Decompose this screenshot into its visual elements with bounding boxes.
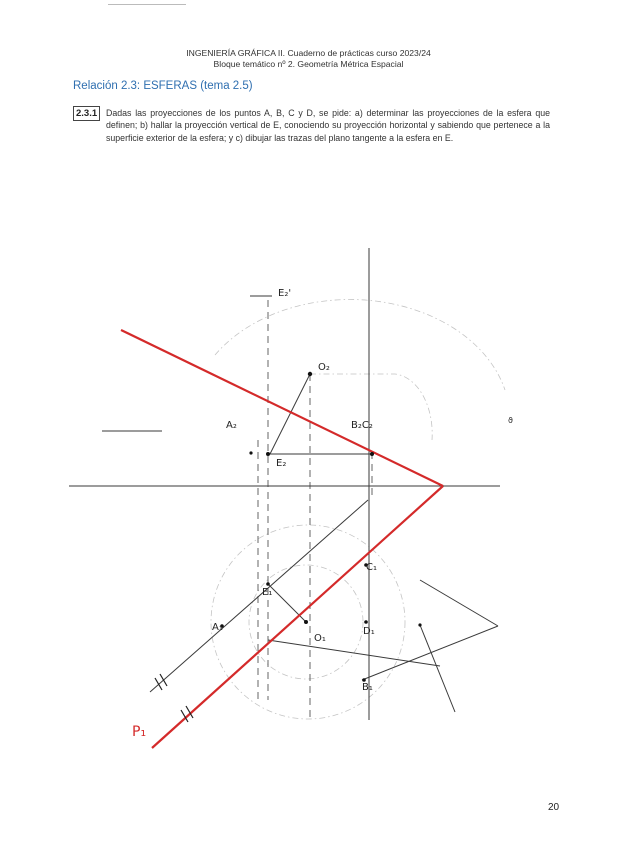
diagonal-line <box>420 625 455 712</box>
label-e2-prime: E₂' <box>278 288 292 299</box>
radius-o1-e1 <box>268 584 306 622</box>
label-o2: O₂ <box>318 362 330 373</box>
label-d1: D₁ <box>363 626 375 637</box>
page-number: 20 <box>548 802 560 813</box>
header-line-1: INGENIERÍA GRÁFICA II. Cuaderno de prácticas curso 2023/24 <box>186 48 431 58</box>
label-margin-mark: ϑ <box>508 416 513 425</box>
label-e1: E₁ <box>262 587 273 598</box>
point-b2c2 <box>370 452 374 456</box>
chord-line <box>268 640 440 666</box>
parallel-mark <box>160 674 167 686</box>
figure-labels <box>132 288 513 740</box>
label-p1: P₁ <box>132 724 147 740</box>
point-mark <box>249 451 252 454</box>
point-o2 <box>308 372 312 376</box>
tangent-lower-line <box>362 626 498 680</box>
label-e2: E₂ <box>276 458 287 469</box>
label-c1: C₁ <box>366 562 377 573</box>
section-title: Relación 2.3: ESFERAS (tema 2.5) <box>73 80 253 92</box>
point-e1 <box>266 582 270 586</box>
exercise-statement: Dadas las proyecciones de los puntos A, B, C y D, se pide: a) determinar las proyecciones de la esfera que definen; b) hallar la proyección vertical de E, conociendo su proyección horizontal y sabiendo que pertenece a la superficie exterior de la esfera; y c) dibujar las trazas del plano tangente a la esfera en E. <box>106 108 550 143</box>
point-aux <box>418 623 421 626</box>
point-d1 <box>364 620 368 624</box>
trace-parallel-line <box>150 500 368 692</box>
exercise-number: 2.3.1 <box>73 106 100 121</box>
label-a1: A₁ <box>212 622 223 633</box>
parallel-mark <box>155 678 162 690</box>
header-line-2: Bloque temático nº 2. Geometría Métrica Espacial <box>213 59 404 69</box>
radius-o2-e2 <box>270 374 310 454</box>
tangent-plane-traces <box>121 330 443 748</box>
label-b2c2: B₂C₂ <box>351 420 373 431</box>
label-a2: A₂ <box>226 420 237 431</box>
label-b1: B₁ <box>362 682 373 693</box>
tangent-upper-line <box>420 580 498 626</box>
pencil-lines <box>69 248 500 720</box>
outer-arc-vertical <box>215 300 505 390</box>
label-o1: O₁ <box>314 633 326 644</box>
construction-verticals <box>258 300 372 720</box>
point-o1 <box>304 620 308 624</box>
point-e2 <box>266 452 270 456</box>
